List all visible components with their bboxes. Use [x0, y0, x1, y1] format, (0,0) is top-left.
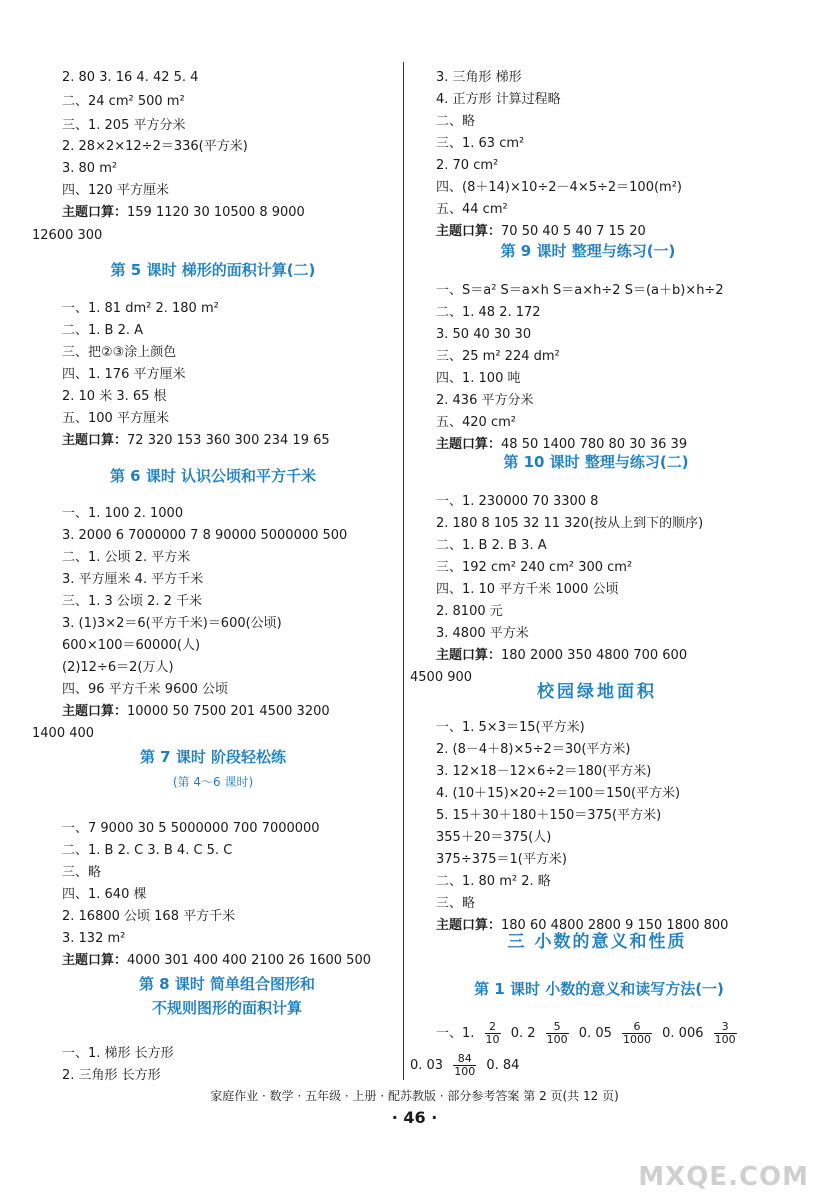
lesson-heading: 第 5 课时 梯形的面积计算(二)	[110, 261, 316, 279]
unit-heading: 三 小数的意义和性质	[507, 932, 687, 952]
answer-line: 2. 80 3. 16 4. 42 5. 4	[62, 70, 199, 85]
denominator: 100	[546, 1033, 568, 1046]
mental-math-values: 180 2000 350 4800 700 600	[501, 648, 688, 663]
mental-math-line	[436, 224, 646, 240]
mental-math-values: 180 60 4800 2800 9 150 1800 800	[501, 918, 729, 933]
numerator: 84	[453, 1053, 476, 1066]
answer-line: 2. 180 8 105 32 11 320(按从上到下的顺序)	[436, 516, 704, 531]
answer-line: 1400 400	[32, 726, 95, 741]
answer-line: 一、1. 81 dm² 2. 180 m²	[62, 301, 219, 316]
answer-line: 三、把②③涂上颜色	[62, 345, 177, 360]
decimal-value: 0. 2	[510, 1026, 536, 1041]
answer-line: 四、120 平方厘米	[62, 183, 169, 198]
denominator: 1000	[623, 1033, 651, 1046]
answer-line: 五、44 cm²	[436, 202, 508, 217]
lesson-heading: 第 8 课时 简单组合图形和	[138, 975, 316, 993]
answer-line: 一、7 9000 30 5 5000000 700 7000000	[62, 821, 320, 836]
answer-line: 2. 三角形 长方形	[62, 1068, 161, 1083]
answer-line: 四、1. 10 平方千米 1000 公顷	[436, 582, 619, 597]
answer-line: 一、S＝a² S＝a×h S＝a×h÷2 S＝(a＋b)×h÷2	[436, 283, 724, 298]
answer-line: 三、25 m² 224 dm²	[436, 349, 560, 364]
lesson-heading: 第 10 课时 整理与练习(二)	[503, 453, 689, 471]
answer-line: 二、1. B 2. C 3. B 4. C 5. C	[62, 843, 233, 858]
fraction-answer-line	[410, 1052, 519, 1080]
mental-math-line	[62, 205, 305, 221]
fraction	[485, 1021, 501, 1046]
page-footer: 家庭作业 · 数学 · 五年级 · 上册 · 配苏教版 · 部分参考答案 第 2 页(共 12 页)	[210, 1089, 619, 1103]
mental-math-values: 48 50 1400 780 80 30 36 39	[501, 437, 688, 452]
lesson-subheading: (第 4～6 课时)	[172, 775, 254, 789]
answer-line: 3. 2000 6 7000000 7 8 90000 5000000 500	[62, 528, 348, 543]
answer-line: 一、1. 230000 70 3300 8	[436, 494, 599, 509]
answer-line: 3. 三角形 梯形	[436, 70, 522, 85]
fraction	[714, 1021, 737, 1046]
mental-math-values: 70 50 40 5 40 7 15 20	[501, 224, 646, 239]
mental-math-line	[436, 648, 687, 664]
answer-line: 3. 平方厘米 4. 平方千米	[62, 572, 204, 587]
fraction	[622, 1021, 652, 1046]
numerator: 2	[485, 1021, 501, 1034]
answer-line: 4500 900	[410, 670, 473, 685]
mental-math-label: 主题口算：	[436, 648, 502, 663]
decimal-value: 0. 006	[662, 1026, 704, 1041]
answer-line: 二、1. 公顷 2. 平方米	[62, 550, 191, 565]
mental-math-label: 主题口算：	[62, 433, 128, 448]
answer-line: 三、略	[436, 896, 476, 911]
page-number: · 46 ·	[391, 1108, 438, 1127]
answer-line: 一、1. 100 2. 1000	[62, 506, 184, 521]
answer-line: 2. 436 平方分米	[436, 393, 534, 408]
answer-line: 五、100 平方厘米	[62, 411, 169, 426]
denominator: 100	[454, 1065, 476, 1078]
answer-line: 355＋20＝375(人)	[436, 830, 552, 845]
answer-line: 三、1. 3 公顷 2. 2 千米	[62, 594, 203, 609]
answer-line: 四、96 平方千米 9600 公顷	[62, 682, 229, 697]
mental-math-label: 主题口算：	[62, 205, 128, 220]
question-number: 一、1.	[436, 1026, 475, 1041]
mental-math-line	[62, 704, 330, 720]
fraction	[546, 1021, 569, 1046]
numerator: 3	[714, 1021, 737, 1034]
denominator: 10	[485, 1033, 500, 1046]
mental-math-label: 主题口算：	[436, 224, 502, 239]
answer-line: 3. 132 m²	[62, 931, 126, 946]
answer-line: 三、1. 63 cm²	[436, 136, 525, 151]
answer-line: 3. 4800 平方米	[436, 626, 529, 641]
section-heading: 校园绿地面积	[537, 682, 657, 702]
fraction	[453, 1053, 476, 1078]
fraction-answer-line	[436, 1020, 743, 1048]
answer-line: 2. 8100 元	[436, 604, 503, 619]
mental-math-label: 主题口算：	[62, 953, 128, 968]
answer-line: (2)12÷6＝2(万人)	[62, 660, 174, 675]
mental-math-line	[436, 437, 687, 453]
answer-line: 三、192 cm² 240 cm² 300 cm²	[436, 560, 633, 575]
numerator: 6	[622, 1021, 652, 1034]
mental-math-values: 10000 50 7500 201 4500 3200	[127, 704, 330, 719]
column-divider	[403, 62, 404, 1080]
answer-line: 3. (1)3×2＝6(平方千米)＝600(公顷)	[62, 616, 282, 631]
mental-math-label: 主题口算：	[436, 437, 502, 452]
answer-line: 四、(8＋14)×10÷2－4×5÷2＝100(m²)	[436, 180, 682, 195]
answer-line: 3. 80 m²	[62, 161, 118, 176]
answer-line: 二、略	[436, 114, 476, 129]
answer-line: 3. 12×18－12×6÷2＝180(平方米)	[436, 764, 652, 779]
answer-line: 二、1. B 2. A	[62, 323, 144, 338]
answer-line: 375÷375＝1(平方米)	[436, 852, 567, 867]
answer-line: 三、略	[62, 865, 102, 880]
lesson-heading: 不规则图形的面积计算	[151, 999, 303, 1017]
answer-line: 一、1. 梯形 长方形	[62, 1046, 174, 1061]
lesson-heading: 第 6 课时 认识公顷和平方千米	[109, 467, 317, 485]
answer-line: 五、420 cm²	[436, 415, 516, 430]
answer-line: 三、1. 205 平方分米	[62, 118, 186, 133]
answer-line: 四、1. 100 吨	[436, 371, 521, 386]
numerator: 5	[546, 1021, 569, 1034]
answer-line: 3. 50 40 30 30	[436, 327, 532, 342]
lesson-heading: 第 1 课时 小数的意义和读写方法(一)	[474, 980, 724, 998]
answer-line: 二、24 cm² 500 m²	[62, 94, 185, 109]
answer-line: 一、1. 5×3＝15(平方米)	[436, 720, 585, 735]
answer-line: 600×100＝60000(人)	[62, 638, 201, 653]
answer-line: 二、1. B 2. B 3. A	[436, 538, 547, 553]
answer-line: 二、1. 80 m² 2. 略	[436, 874, 551, 889]
lesson-heading: 第 7 课时 阶段轻松练	[139, 748, 287, 766]
mental-math-values: 159 1120 30 10500 8 9000	[127, 205, 305, 220]
answer-line: 四、1. 176 平方厘米	[62, 367, 186, 382]
decimal-value: 0. 05	[578, 1026, 612, 1041]
mental-math-label: 主题口算：	[62, 704, 128, 719]
answer-line: 4. 正方形 计算过程略	[436, 92, 561, 107]
mental-math-line	[62, 433, 330, 449]
mental-math-label: 主题口算：	[436, 918, 502, 933]
decimal-value: 0. 84	[486, 1058, 520, 1073]
mental-math-line	[62, 953, 371, 969]
answer-line: 2. 70 cm²	[436, 158, 499, 173]
answer-line: 2. 10 米 3. 65 根	[62, 389, 167, 404]
watermark-logo: MXQE.COM	[638, 1162, 809, 1192]
answer-line: 5. 15＋30＋180＋150＝375(平方米)	[436, 808, 662, 823]
answer-line: 2. (8－4＋8)×5÷2＝30(平方米)	[436, 742, 631, 757]
answer-line: 四、1. 640 棵	[62, 887, 147, 902]
denominator: 100	[714, 1033, 736, 1046]
mental-math-values: 4000 301 400 400 2100 26 1600 500	[127, 953, 371, 968]
answer-line: 2. 16800 公顷 168 平方千米	[62, 909, 236, 924]
lesson-heading: 第 9 课时 整理与练习(一)	[500, 242, 676, 260]
answer-line: 2. 28×2×12÷2＝336(平方米)	[62, 139, 248, 154]
answer-line: 二、1. 48 2. 172	[436, 305, 541, 320]
decimal-value: 0. 03	[410, 1058, 444, 1073]
answer-line: 12600 300	[32, 228, 103, 243]
answer-line: 4. (10＋15)×20÷2＝100＝150(平方米)	[436, 786, 681, 801]
mental-math-values: 72 320 153 360 300 234 19 65	[127, 433, 330, 448]
